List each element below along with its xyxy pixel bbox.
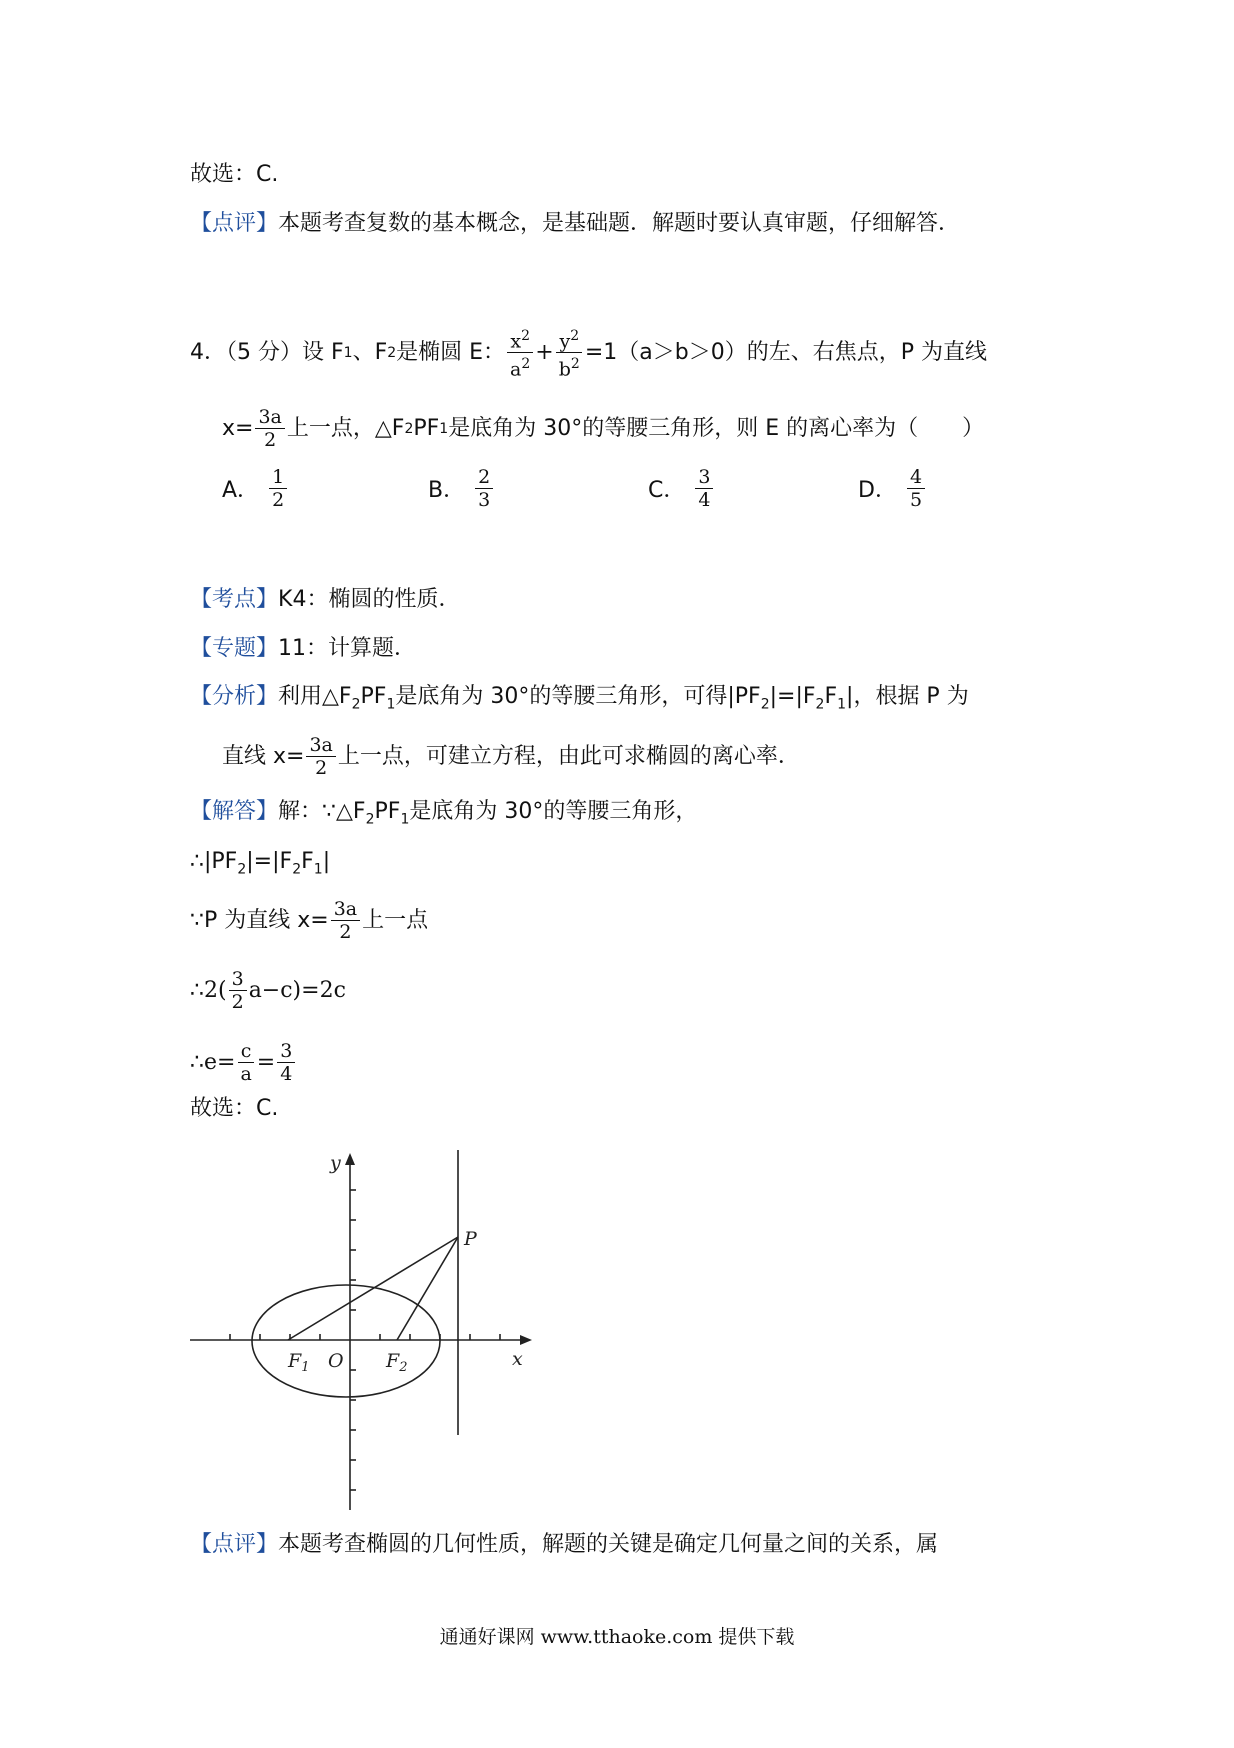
zhuanti-text: 11：计算题． (278, 636, 417, 661)
label-f1 (287, 1350, 309, 1375)
ellipse-frac-y (556, 325, 583, 381)
frac-num: 3 (229, 968, 247, 991)
ellipse-figure (190, 1135, 550, 1510)
kaodian-text: K4：椭圆的性质． (278, 587, 461, 612)
frac-3-2 (229, 968, 247, 1013)
option-frac (907, 466, 925, 511)
s1d: | (322, 849, 331, 874)
jieda-step1 (190, 847, 330, 884)
s3b: 2( (204, 977, 227, 1003)
fenxi-l2b: 上一点，可建立方程，由此可求椭圆的离心率． (337, 743, 800, 769)
sub: 1 (439, 420, 449, 437)
sub: 1 (343, 344, 353, 361)
sub: 2 (760, 696, 770, 713)
frac-num: 3 (695, 466, 713, 489)
frac-den: 4 (280, 1063, 293, 1085)
option-frac (475, 466, 493, 511)
q4-stem-line1 (190, 325, 987, 381)
sub: 2 (815, 696, 825, 713)
sub: 2 (387, 344, 397, 361)
q4-line2-a: x= (222, 415, 254, 441)
frac-num: 3a (255, 406, 284, 429)
option-label: C． (648, 478, 686, 503)
frac-3a-2 (255, 406, 284, 451)
label-f1-sub: 1 (301, 1360, 310, 1375)
dianping-tag: 【点评】 (190, 1532, 279, 1557)
fenxi-tag: 【分析】 (190, 684, 279, 709)
sub: 1 (837, 696, 847, 713)
ellipse (252, 1285, 440, 1397)
label-x: x (512, 1348, 523, 1370)
sub: 2 (351, 696, 361, 713)
fenxi-t5: F (824, 684, 838, 709)
sup: 2 (521, 356, 531, 373)
q4-stem-b: 、F (352, 339, 388, 365)
jieda-step4 (190, 1040, 297, 1085)
prev-answer: 故选：C. (190, 162, 279, 187)
dianping (190, 1530, 938, 1560)
fenxi-t2: PF (360, 684, 387, 709)
frac-num: 1 (269, 466, 287, 489)
s3a: ∴ (190, 977, 204, 1003)
s4a: ∴ (190, 1049, 204, 1075)
jieda-line1 (190, 797, 697, 834)
comment-text: 本题考查复数的基本概念，是基础题．解题时要认真审题，仔细解答． (278, 211, 961, 236)
option-d[interactable] (858, 466, 927, 511)
frac-x: x (510, 330, 522, 353)
frac-den: 2 (231, 991, 244, 1013)
sup: 2 (570, 356, 580, 373)
option-a[interactable] (222, 466, 289, 511)
frac-num: 3a (331, 898, 360, 921)
sub: 2 (237, 861, 247, 878)
frac-3a-2 (306, 734, 335, 779)
jieda-step2 (190, 898, 428, 943)
dianping-text: 本题考查椭圆的几何性质，解题的关键是确定几何量之间的关系，属 (278, 1532, 939, 1557)
q4-line2-b: 上一点，△F (286, 415, 405, 441)
jieda-tag: 【解答】 (190, 799, 279, 824)
option-b[interactable] (428, 466, 495, 511)
comment-tag: 【点评】 (190, 211, 279, 236)
sup: 2 (570, 328, 580, 344)
sub: 1 (313, 861, 323, 878)
x-ticks (230, 1334, 500, 1340)
s3c: a−c)=2c (248, 977, 346, 1003)
sub: 2 (365, 811, 375, 828)
fenxi-l2a: 直线 x= (222, 743, 305, 769)
q4-stem-a: 4．（5 分）设 F (190, 339, 344, 365)
frac-b: b (558, 358, 571, 381)
s2b: 上一点 (362, 907, 429, 933)
frac-den: 4 (698, 489, 711, 511)
s1a: ∴|PF (190, 849, 238, 874)
q4-stem-d: =1（a＞b＞0）的左、右焦点，P 为直线 (584, 339, 987, 365)
q4-stem-line2 (222, 406, 984, 451)
frac-den: a (240, 1063, 252, 1085)
frac-den: 2 (339, 921, 352, 943)
frac-den: 2 (264, 429, 277, 451)
label-f2 (385, 1350, 407, 1375)
q4-line2-d: 是底角为 30°的等腰三角形，则 E 的离心率为（ ） (448, 415, 985, 441)
frac-c-a (237, 1040, 254, 1085)
option-frac (269, 466, 287, 511)
fenxi-t3: 是底角为 30°的等腰三角形，可得|PF (395, 684, 761, 709)
frac-num: 3a (306, 734, 335, 757)
option-label: D． (858, 478, 897, 503)
s1b: |=|F (246, 849, 293, 874)
plus: + (535, 339, 554, 365)
segment-pf2 (397, 1237, 458, 1340)
sub: 2 (292, 861, 302, 878)
fenxi-t1: 利用△F (278, 684, 352, 709)
option-c[interactable] (648, 466, 715, 511)
jieda-t1: 解：∵△F (278, 799, 366, 824)
s2a: ∵P 为直线 x= (190, 907, 329, 933)
zhuanti-tag: 【专题】 (190, 636, 279, 661)
fenxi-t6: |，根据 P 为 (846, 684, 969, 709)
fenxi-line2 (222, 734, 800, 779)
jieda-t3: 是底角为 30°的等腰三角形， (409, 799, 698, 824)
sub: 1 (400, 811, 410, 828)
frac-y: y (559, 330, 571, 353)
q4-line2-c: PF (413, 415, 440, 441)
kaodian (190, 585, 460, 615)
x-arrow-icon (520, 1335, 532, 1345)
frac-num: 2 (475, 466, 493, 489)
frac-num: 3 (277, 1040, 295, 1063)
frac-3a-2 (331, 898, 360, 943)
label-p: P (464, 1228, 477, 1250)
jieda-t2: PF (374, 799, 401, 824)
s4e: = (256, 1049, 276, 1075)
sup: 2 (521, 328, 530, 344)
prev-comment (190, 209, 960, 239)
footer: 通通好课网 www.tthaoke.com 提供下载 (439, 1626, 795, 1648)
s4b: e= (204, 1049, 236, 1075)
jieda-answer: 故选：C. (190, 1096, 279, 1121)
frac-den: 2 (315, 757, 328, 779)
q4-stem-c: 是椭圆 E： (396, 339, 506, 365)
fenxi-line1 (190, 682, 969, 719)
label-f2-sub: 2 (399, 1360, 408, 1375)
zhuanti (190, 634, 416, 664)
frac-3-4 (277, 1040, 295, 1085)
kaodian-tag: 【考点】 (190, 587, 279, 612)
label-f1-letter: F (288, 1350, 302, 1372)
label-o: O (328, 1350, 344, 1372)
frac-den: 2 (272, 489, 285, 511)
jieda-step3 (190, 968, 346, 1013)
fenxi-t4: |=|F (769, 684, 816, 709)
ellipse-frac-x (507, 325, 533, 381)
option-frac (695, 466, 713, 511)
frac-num: 4 (907, 466, 925, 489)
frac-den: 3 (478, 489, 491, 511)
frac-den: 5 (909, 489, 923, 511)
y-arrow-icon (345, 1153, 355, 1165)
frac-a: a (510, 358, 522, 381)
label-y: y (330, 1152, 341, 1174)
option-label: B． (428, 478, 466, 503)
label-f2-letter: F (386, 1350, 400, 1372)
s1c: F (301, 849, 314, 874)
sub: 2 (404, 420, 414, 437)
frac-num: c (238, 1040, 255, 1063)
option-label: A． (222, 478, 260, 503)
sub: 1 (386, 696, 396, 713)
